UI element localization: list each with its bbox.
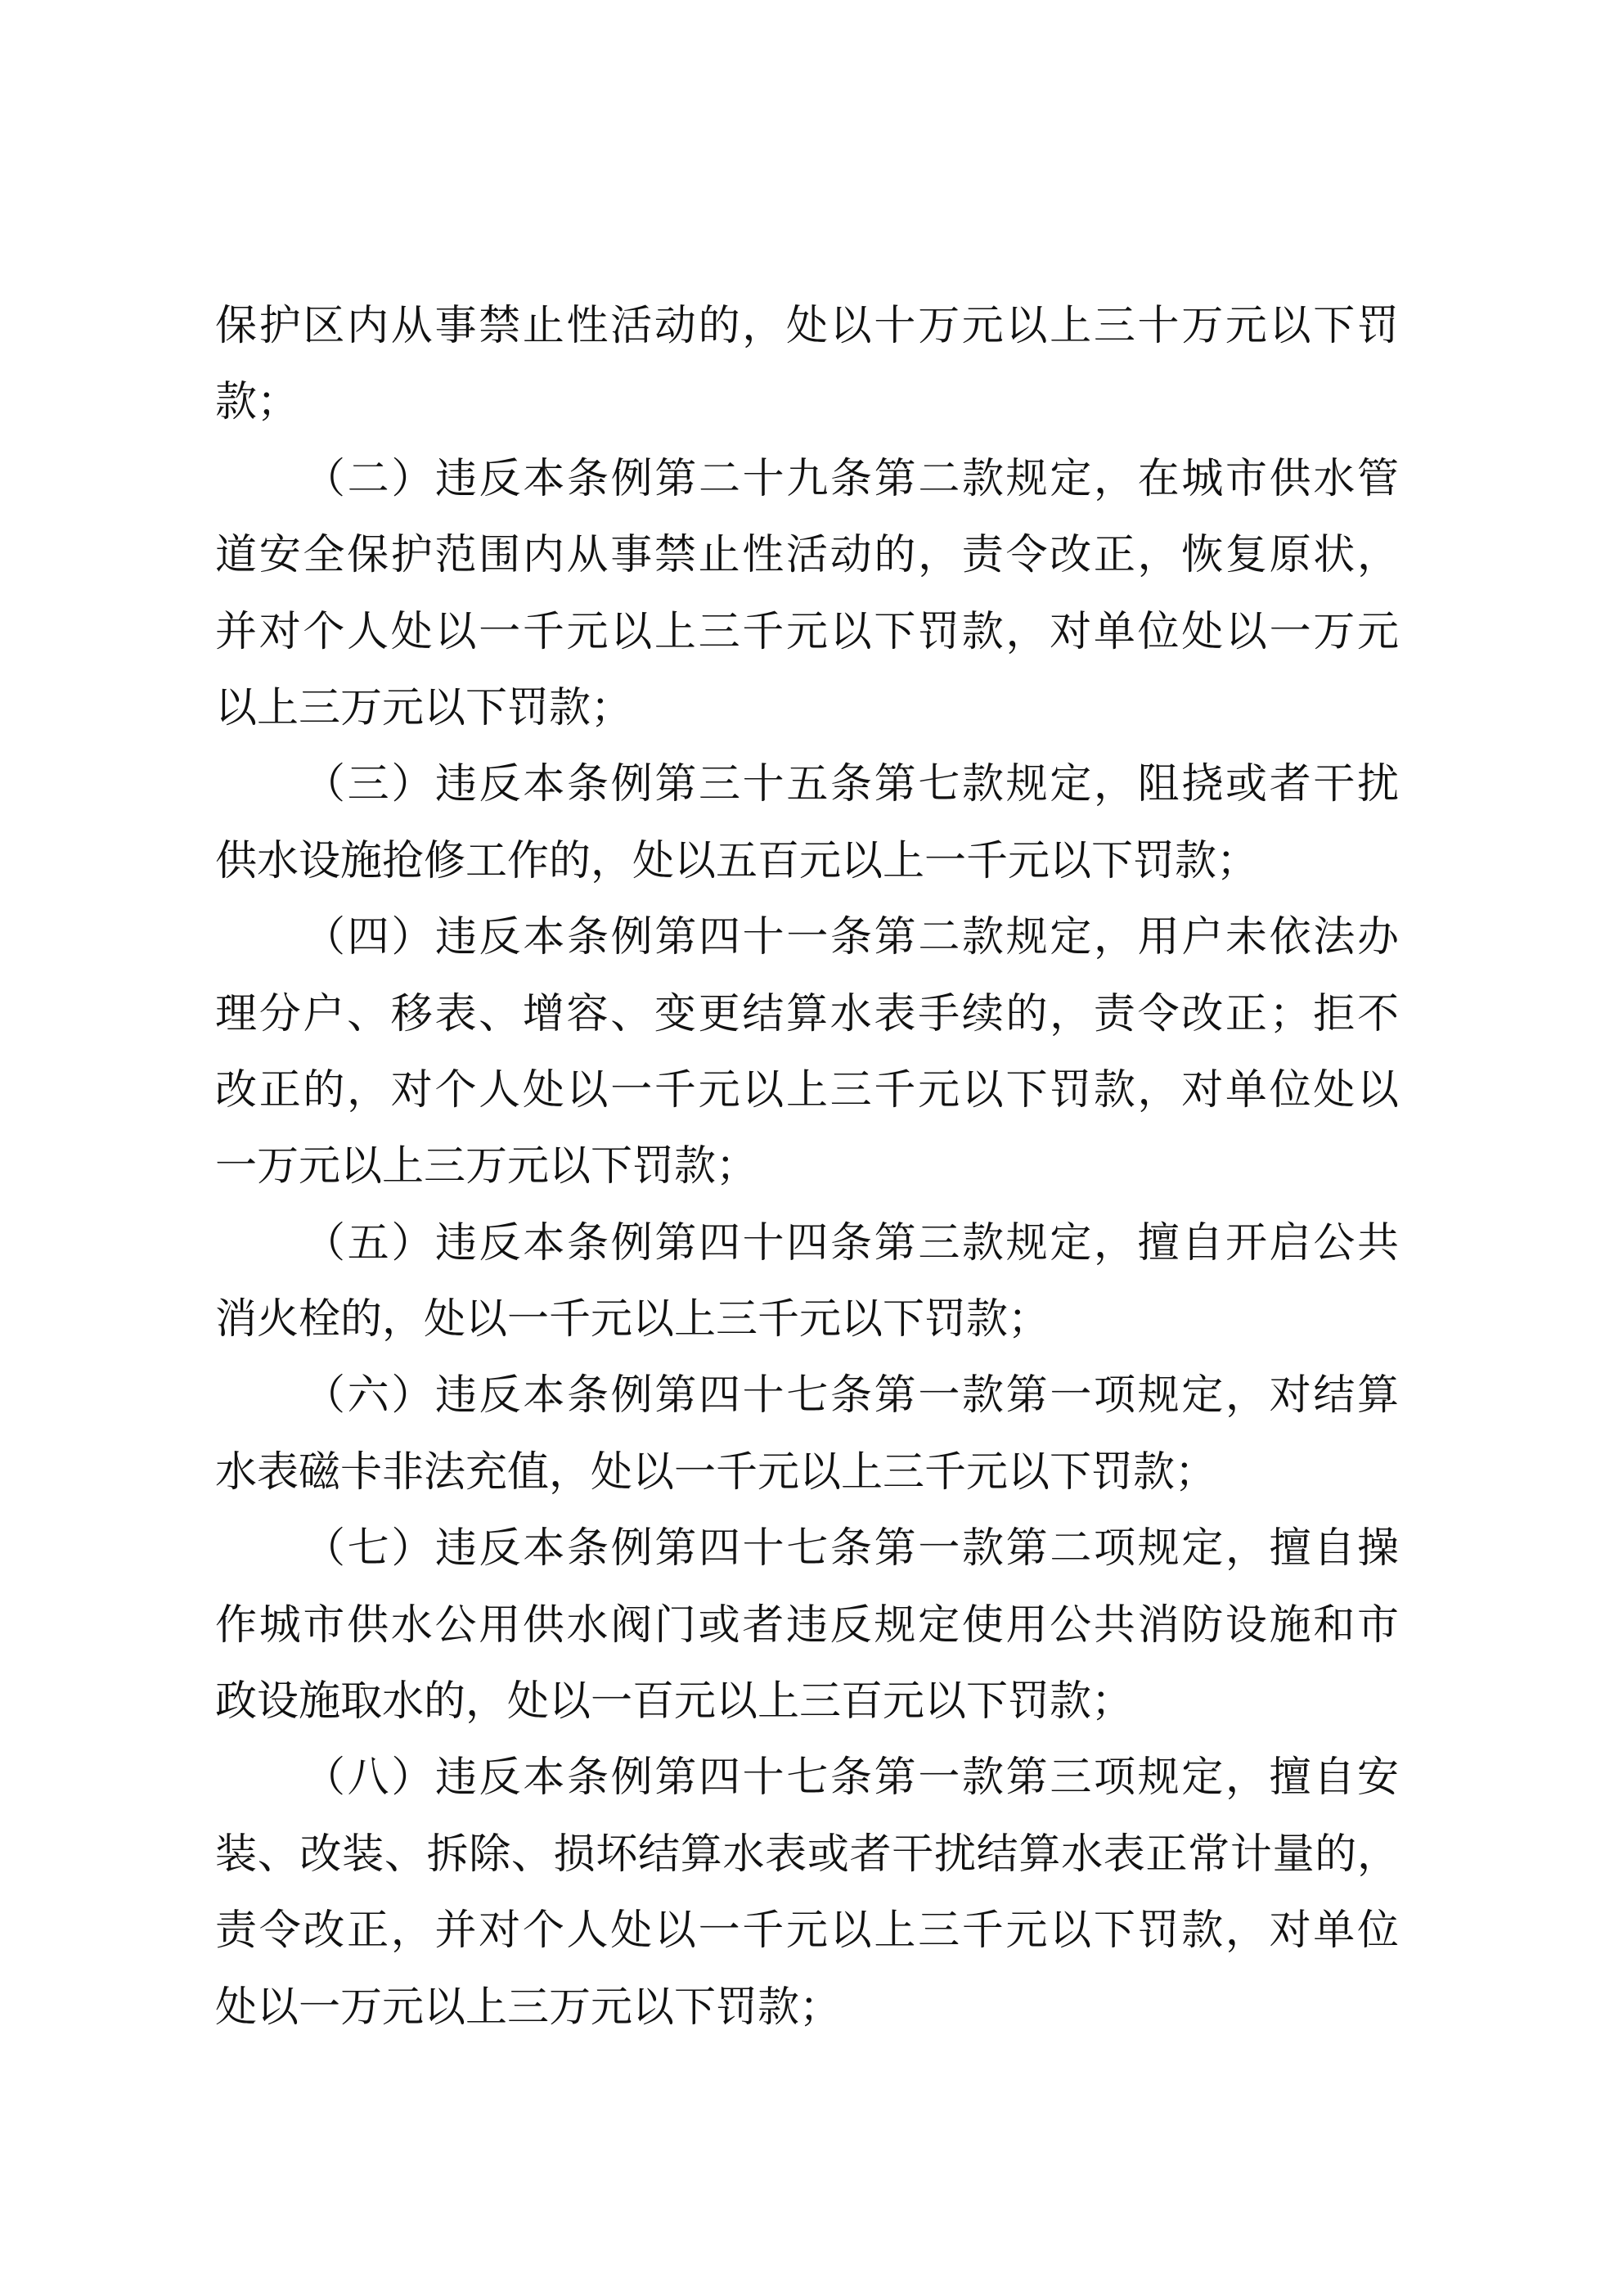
- text-line: 理分户、移表、增容、变更结算水表手续的，责令改正；拒不: [215, 991, 1399, 1038]
- text-line: （七）违反本条例第四十七条第一款第二项规定，擅自操: [303, 1526, 1399, 1573]
- document-body: [215, 289, 1399, 2046]
- text-line: 作城市供水公用供水阀门或者违反规定使用公共消防设施和市: [215, 1602, 1399, 1649]
- text-line: （八）违反本条例第四十七条第一款第三项规定，擅自安: [303, 1755, 1399, 1802]
- text-line: 保护区内从事禁止性活动的，处以十万元以上三十万元以下罚: [215, 304, 1399, 349]
- paragraph-clause-4: [215, 900, 1399, 1206]
- paragraph-clause-3: [215, 747, 1399, 900]
- text-line: 装、改装、拆除、损坏结算水表或者干扰结算水表正常计量的，: [215, 1831, 1399, 1878]
- text-line: 政设施取水的，处以一百元以上三百元以下罚款；: [215, 1679, 1134, 1726]
- text-line: 改正的，对个人处以一千元以上三千元以下罚款，对单位处以: [215, 1067, 1399, 1114]
- text-line: （三）违反本条例第三十五条第七款规定，阻挠或者干扰: [303, 762, 1399, 808]
- text-line: 一万元以上三万元以下罚款；: [215, 1144, 758, 1191]
- text-line: 消火栓的，处以一千元以上三千元以下罚款；: [215, 1297, 1050, 1344]
- text-line: 处以一万元以上三万元以下罚款；: [215, 1984, 842, 2031]
- paragraph-clause-6: [215, 1358, 1399, 1511]
- text-line: 道安全保护范围内从事禁止性活动的，责令改正，恢复原状，: [215, 533, 1399, 579]
- paragraph-clause-2: [215, 442, 1399, 748]
- text-line: （二）违反本条例第二十九条第二款规定，在城市供水管: [303, 456, 1399, 502]
- text-line: （四）违反本条例第四十一条第二款规定，用户未依法办: [303, 915, 1399, 961]
- paragraph-clause-5: [215, 1206, 1399, 1359]
- text-line: （六）违反本条例第四十七条第一款第一项规定，对结算: [303, 1373, 1399, 1420]
- text-line: 供水设施抢修工作的，处以五百元以上一千元以下罚款；: [215, 838, 1259, 885]
- text-line: 款；: [215, 380, 299, 426]
- text-line: 责令改正，并对个人处以一千元以上三千元以下罚款，对单位: [215, 1908, 1399, 1955]
- text-line: 以上三万元以下罚款；: [215, 685, 633, 732]
- text-line: 水表磁卡非法充值，处以一千元以上三千元以下罚款；: [215, 1449, 1217, 1496]
- text-line: 并对个人处以一千元以上三千元以下罚款，对单位处以一万元: [215, 609, 1399, 655]
- paragraph-clause-7: [215, 1511, 1399, 1740]
- text-line: （五）违反本条例第四十四条第三款规定，擅自开启公共: [303, 1220, 1399, 1267]
- paragraph-clause-8: [215, 1740, 1399, 2046]
- paragraph-clause-1-continuation: [215, 289, 1399, 442]
